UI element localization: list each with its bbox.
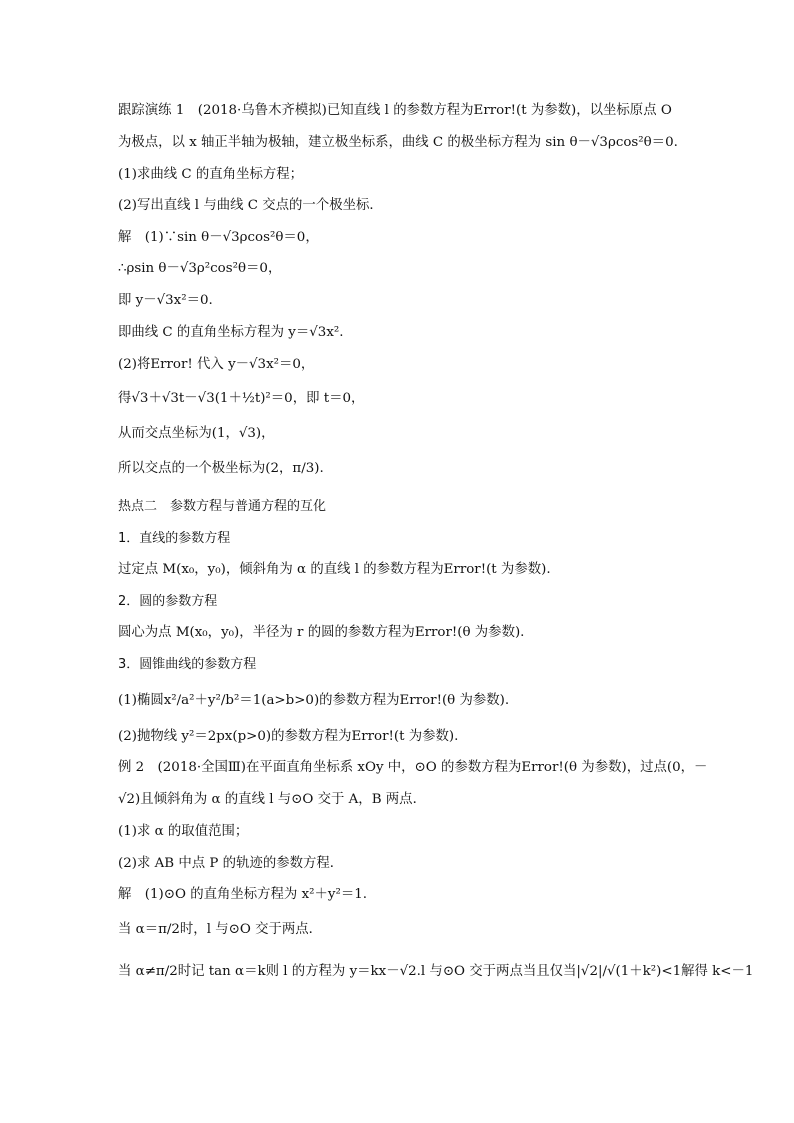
text-line: (2)抛物线 y²＝2px(p>0)的参数方程为Error!(t 为参数). — [118, 729, 459, 744]
text-line: 跟踪演练 1 (2018·乌鲁木齐模拟)已知直线 l 的参数方程为Error!(t 为参数)，以坐标原点 O — [118, 103, 672, 118]
text-line: 过定点 M(x₀，y₀)，倾斜角为 α 的直线 l 的参数方程为Error!(t 为参数). — [118, 562, 551, 577]
example-line: √2)且倾斜角为 α 的直线 l 与⊙O 交于 A，B 两点． — [118, 792, 426, 807]
solution-line: 从而交点坐标为(1，√3)， — [118, 426, 275, 441]
text-line: (1)求曲线 C 的直角坐标方程； — [118, 167, 304, 182]
solution-line: 当 α＝π/2时，l 与⊙O 交于两点． — [118, 922, 323, 937]
text-line: 圆心为点 M(x₀，y₀)，半径为 r 的圆的参数方程为Error!(θ 为参数). — [118, 625, 525, 640]
example-line: (1)求 α 的取值范围； — [118, 824, 249, 839]
text-line: (1)椭圆x²/a²＋y²/b²＝1(a>b>0)的参数方程为Error!(θ 为参数). — [118, 693, 510, 708]
text-line: (2)写出直线 l 与曲线 C 交点的一个极坐标． — [118, 198, 383, 213]
solution-line: 当 α≠π/2时记 tan α＝k则 l 的方程为 y＝kx－√2.l 与⊙O 交于两点当且仅当|√2|/√(1＋k²)<1解得 k<－1 — [118, 964, 754, 979]
example-line: (2)求 AB 中点 P 的轨迹的参数方程． — [118, 856, 344, 871]
example-line: 例 2 (2018·全国Ⅲ)在平面直角坐标系 xOy 中，⊙O 的参数方程为Error!(θ 为参数)，过点(0，－ — [118, 760, 708, 775]
subsection-heading: 1．直线的参数方程 — [118, 531, 231, 546]
subsection-heading: 3．圆锥曲线的参数方程 — [118, 657, 257, 672]
solution-line: (2)将Error! 代入 y－√3x²＝0， — [118, 357, 315, 372]
solution-line: 即 y－√3x²＝0. — [118, 293, 213, 308]
section-heading: 热点二 参数方程与普通方程的互化 — [118, 499, 327, 514]
solution-line: 得√3＋√3t－√3(1＋½t)²＝0，即 t＝0， — [118, 391, 365, 406]
solution-line: 解 (1)∵sin θ－√3ρcos²θ＝0， — [118, 230, 319, 245]
subsection-heading: 2．圆的参数方程 — [118, 594, 218, 609]
solution-line: 所以交点的一个极坐标为(2，π/3). — [118, 461, 324, 476]
text-line: 为极点，以 x 轴正半轴为极轴，建立极坐标系，曲线 C 的极坐标方程为 sin θ－√3ρcos²θ＝0. — [118, 135, 678, 150]
solution-line: 即曲线 C 的直角坐标方程为 y＝√3x². — [118, 325, 344, 340]
solution-line: 解 (1)⊙O 的直角坐标方程为 x²＋y²＝1. — [118, 887, 367, 902]
solution-line: ∴ρsin θ－√3ρ²cos²θ＝0， — [118, 261, 282, 276]
